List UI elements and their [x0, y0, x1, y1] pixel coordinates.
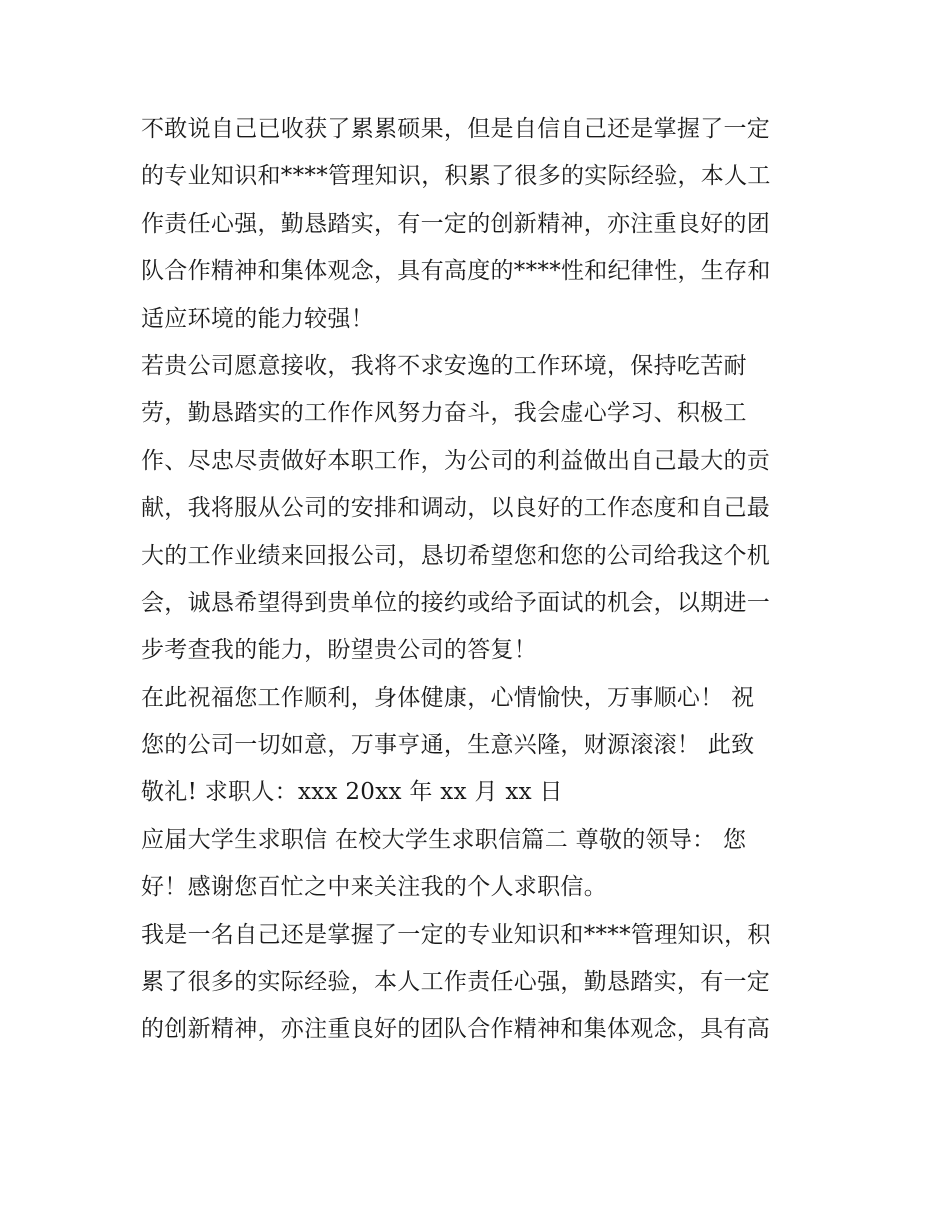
text-line: 好！感谢您百忙之中来关注我的个人求职信。 — [141, 874, 607, 901]
body-text — [141, 106, 821, 1054]
text-line: 应届大学生求职信 在校大学生求职信篇二 尊敬的领导： 您 — [141, 826, 747, 853]
signature-line: 敬礼! 求职人：xxx 20xx 年 xx 月 xx 日 — [141, 779, 563, 806]
text-line: 您的公司一切如意，万事亨通，生意兴隆，财源滚滚！ 此致 — [141, 732, 755, 759]
text-line: 步考查我的能力，盼望贵公司的答复！ — [141, 637, 538, 664]
text-line: 的专业知识和****管理知识，积累了很多的实际经验，本人工 — [141, 163, 771, 190]
text-line: 我是一名自己还是掌握了一定的专业知识和****管理知识，积 — [141, 921, 771, 948]
text-line: 作责任心强，勤恳踏实，有一定的创新精神，亦注重良好的团 — [141, 210, 771, 237]
text-line: 的创新精神，亦注重良好的团队合作精神和集体观念，具有高 — [141, 1016, 771, 1043]
text-line: 累了很多的实际经验，本人工作责任心强，勤恳踏实，有一定 — [141, 969, 771, 996]
text-line: 在此祝福您工作顺利，身体健康，心情愉快，万事顺心！ 祝 — [141, 684, 755, 711]
text-line: 不敢说自己已收获了累累硕果，但是自信自己还是掌握了一定 — [141, 116, 771, 142]
text-line: 献，我将服从公司的安排和调动，以良好的工作态度和自己最 — [141, 495, 771, 522]
text-line: 若贵公司愿意接收，我将不求安逸的工作环境，保持吃苦耐 — [141, 352, 747, 379]
text-line: 适应环境的能力较强！ — [141, 305, 374, 332]
text-line: 会，诚恳希望得到贵单位的接约或给予面试的机会，以期进一 — [141, 589, 771, 616]
text-line: 队合作精神和集体观念，具有高度的****性和纪律性，生存和 — [141, 258, 771, 285]
text-line: 劳，勤恳踏实的工作作风努力奋斗，我会虚心学习、积极工 — [141, 400, 747, 427]
text-line: 大的工作业绩来回报公司，恳切希望您和您的公司给我这个机 — [141, 542, 771, 569]
text-line: 作、尽忠尽责做好本职工作，为公司的利益做出自己最大的贡 — [141, 447, 771, 474]
